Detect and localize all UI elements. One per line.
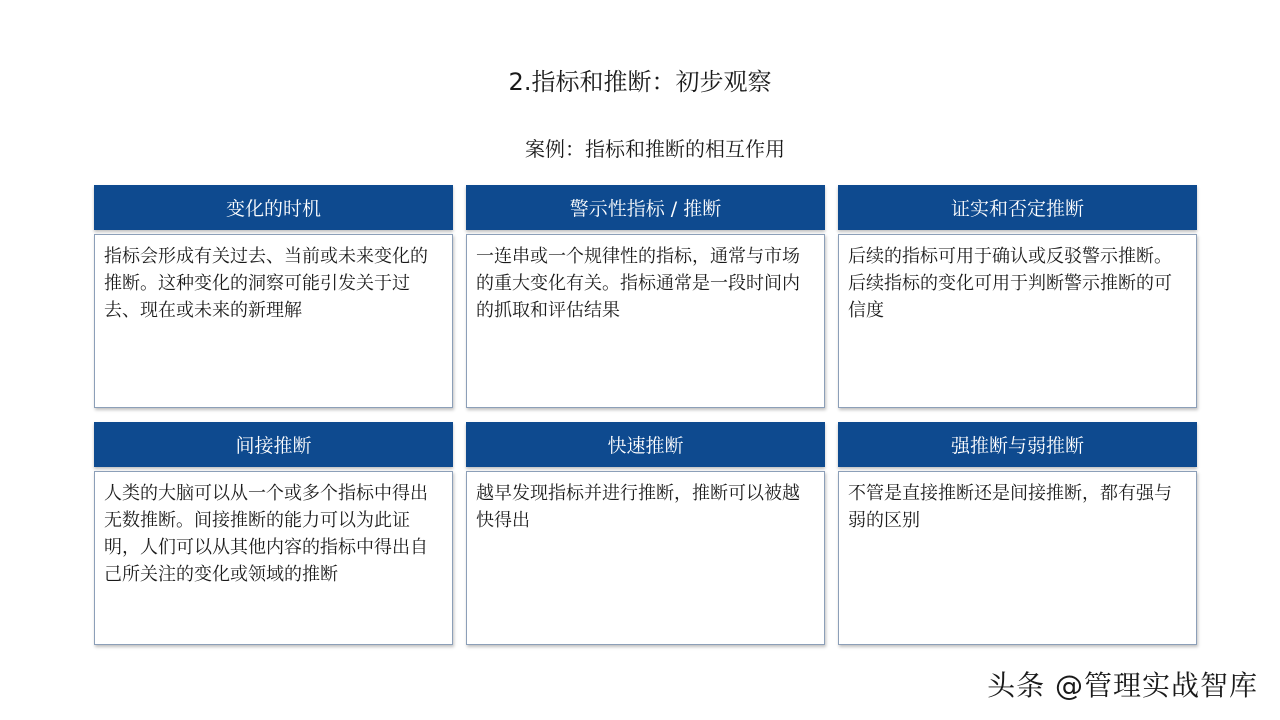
card-change-timing: [94, 185, 453, 408]
card-fast-inference: [466, 422, 825, 645]
card-warning-indicators: [466, 185, 825, 408]
card-body: 一连串或一个规律性的指标，通常与市场的重大变化有关。指标通常是一段时间内的抓取和评估结果: [466, 234, 825, 408]
card-body: 后续的指标可用于确认或反驳警示推断。后续指标的变化可用于判断警示推断的可信度: [838, 234, 1197, 408]
watermark: 头条 @管理实战智库: [987, 669, 1258, 702]
card-header: 变化的时机: [94, 185, 453, 230]
card-confirm-refute: [838, 185, 1197, 408]
card-body: 越早发现指标并进行推断，推断可以被越快得出: [466, 471, 825, 645]
slide-title: 2.指标和推断：初步观察: [508, 68, 772, 96]
slide-subtitle: 案例：指标和推断的相互作用: [525, 137, 785, 161]
card-header: 警示性指标 / 推断: [466, 185, 825, 230]
card-grid: [94, 185, 1197, 645]
card-strong-weak-inference: [838, 422, 1197, 645]
card-body: 人类的大脑可以从一个或多个指标中得出无数推断。间接推断的能力可以为此证明，人们可以从其他内容的指标中得出自己所关注的变化或领域的推断: [94, 471, 453, 645]
card-indirect-inference: [94, 422, 453, 645]
card-header: 快速推断: [466, 422, 825, 467]
card-header: 间接推断: [94, 422, 453, 467]
card-header: 强推断与弱推断: [838, 422, 1197, 467]
card-body: 指标会形成有关过去、当前或未来变化的推断。这种变化的洞察可能引发关于过去、现在或未来的新理解: [94, 234, 453, 408]
card-body: 不管是直接推断还是间接推断，都有强与弱的区别: [838, 471, 1197, 645]
card-header: 证实和否定推断: [838, 185, 1197, 230]
